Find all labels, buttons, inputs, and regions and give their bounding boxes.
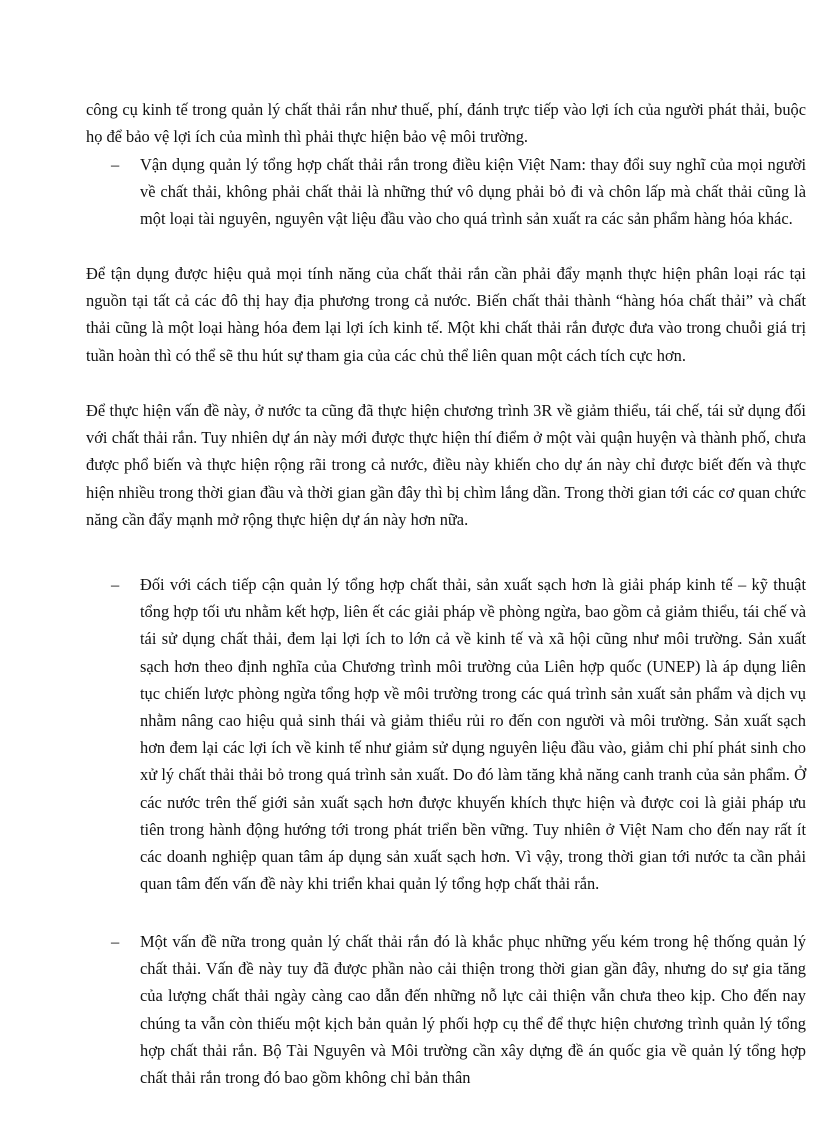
bullet-dash: – — [111, 155, 120, 174]
paragraph-economic-tools: công cụ kinh tế trong quản lý chất thải rắn như thuế, phí, đánh trực tiếp vào lợi ích của người phát thải, buộc họ để bảo vệ lợi ích của mình thì phải thực hiện bảo vệ môi trường. — [86, 100, 806, 147]
bullet-item-vietnam-application — [111, 151, 806, 233]
paragraph-waste-classification: Để tận dụng được hiệu quả mọi tính năng của chất thải rắn cần phải đẩy mạnh thực hiện phân loại rác tại nguồn tại tất cả các đô thị hay địa phương trong cả nước. Biến chất thải thành “hàng hóa chất thải” và chất thải cũng là một loại hàng hóa đem lại lợi ích kinh tế. Một khi chất thải rắn được đưa vào trong chuỗi giá trị tuần hoàn thì có thể sẽ thu hút sự tham gia của các chủ thể liên quan một cách tích cực hơn. — [86, 264, 806, 365]
bullet-item-management-weaknesses — [111, 928, 806, 1091]
bullet-item-cleaner-production — [111, 571, 806, 897]
bullet-dash: – — [111, 575, 120, 594]
bullet-text: Một vấn đề nữa trong quản lý chất thải rắn đó là khắc phục những yếu kém trong hệ thống quản lý chất thải. Vấn đề này tuy đã được phần nào cải thiện trong thời gian gần đây, nhưng do sự gia tăng của lượng chất thải ngày càng cao dẫn đến những nỗ lực cải thiện vẫn chưa theo kịp. Cho đến nay chúng ta vẫn còn thiếu một kịch bản quản lý phối hợp cụ thể để thực hiện chương trình quản lý tổng hợp chất thải rắn. Bộ Tài Nguyên và Môi trường cần xây dựng đề án quốc gia về quản lý tổng hợp chất thải rắn trong đó bao gồm không chỉ bản thân — [140, 932, 806, 1088]
bullet-text: Đối với cách tiếp cận quản lý tổng hợp chất thải, sản xuất sạch hơn là giải pháp kinh tế – kỹ thuật tổng hợp tối ưu nhằm kết hợp, liên ết các giải pháp về phòng ngừa, bao gồm cả giảm thiểu, tái chế và tái sử dụng chất thải, đem lại lợi ích to lớn cả về kinh tế và xã hội cũng như môi trường. Sản xuất sạch hơn theo định nghĩa của Chương trình môi trường của Liên hợp quốc (UNEP) là áp dụng liên tục chiến lược phòng ngừa tổng hợp về môi trường trong các quá trình sản xuất sản phẩm và dịch vụ nhằm nâng cao hiệu quả sinh thái và giảm thiểu rủi ro đến con người và môi trường. Sản xuất sạch hơn đem lại các lợi ích về kinh tế như giảm sử dụng nguyên liệu đầu vào, giảm chi phí phát sinh cho xử lý chất thải thải bỏ trong quá trình sản xuất. Do đó làm tăng khả năng canh tranh của sản phẩm. Ở các nước trên thế giới sản xuất sạch hơn được khuyến khích thực hiện và được coi là giải pháp ưu tiên trong hành động hướng tới trong phát triển bền vững. Tuy nhiên ở Việt Nam cho đến nay rất ít các doanh nghiệp quan tâm áp dụng sản xuất sạch hơn. Vì vậy, trong thời gian tới nước ta cần phải quan tâm đến vấn đề này khi triển khai quản lý tổng hợp chất thải rắn. — [140, 575, 806, 894]
paragraph-3r-program: Để thực hiện vấn đề này, ở nước ta cũng đã thực hiện chương trình 3R về giảm thiểu, tái chế, tái sử dụng đối với chất thải rắn. Tuy nhiên dự án này mới được thực hiện thí điểm ở một vài quận huyện và thành phố, chưa được phổ biến và thực hiện rộng rãi trong cả nước, điều này khiến cho dự án này chỉ được biết đến và thực hiện nhiều trong thời gian đầu và thời gian gần đây thì bị chìm lắng dần. Trong thời gian tới các cơ quan chức năng cần đẩy mạnh mở rộng thực hiện dự án này hơn nữa. — [86, 401, 806, 529]
bullet-dash: – — [111, 932, 120, 951]
bullet-text: Vận dụng quản lý tổng hợp chất thải rắn trong điều kiện Việt Nam: thay đổi suy nghĩ của mọi người về chất thải, không phải chất thải là những thứ vô dụng phải bỏ đi và chôn lấp mà chất thải cũng là một loại tài nguyên, nguyên vật liệu đầu vào cho quá trình sản xuất ra các sản phẩm hàng hóa khác. — [140, 155, 806, 229]
